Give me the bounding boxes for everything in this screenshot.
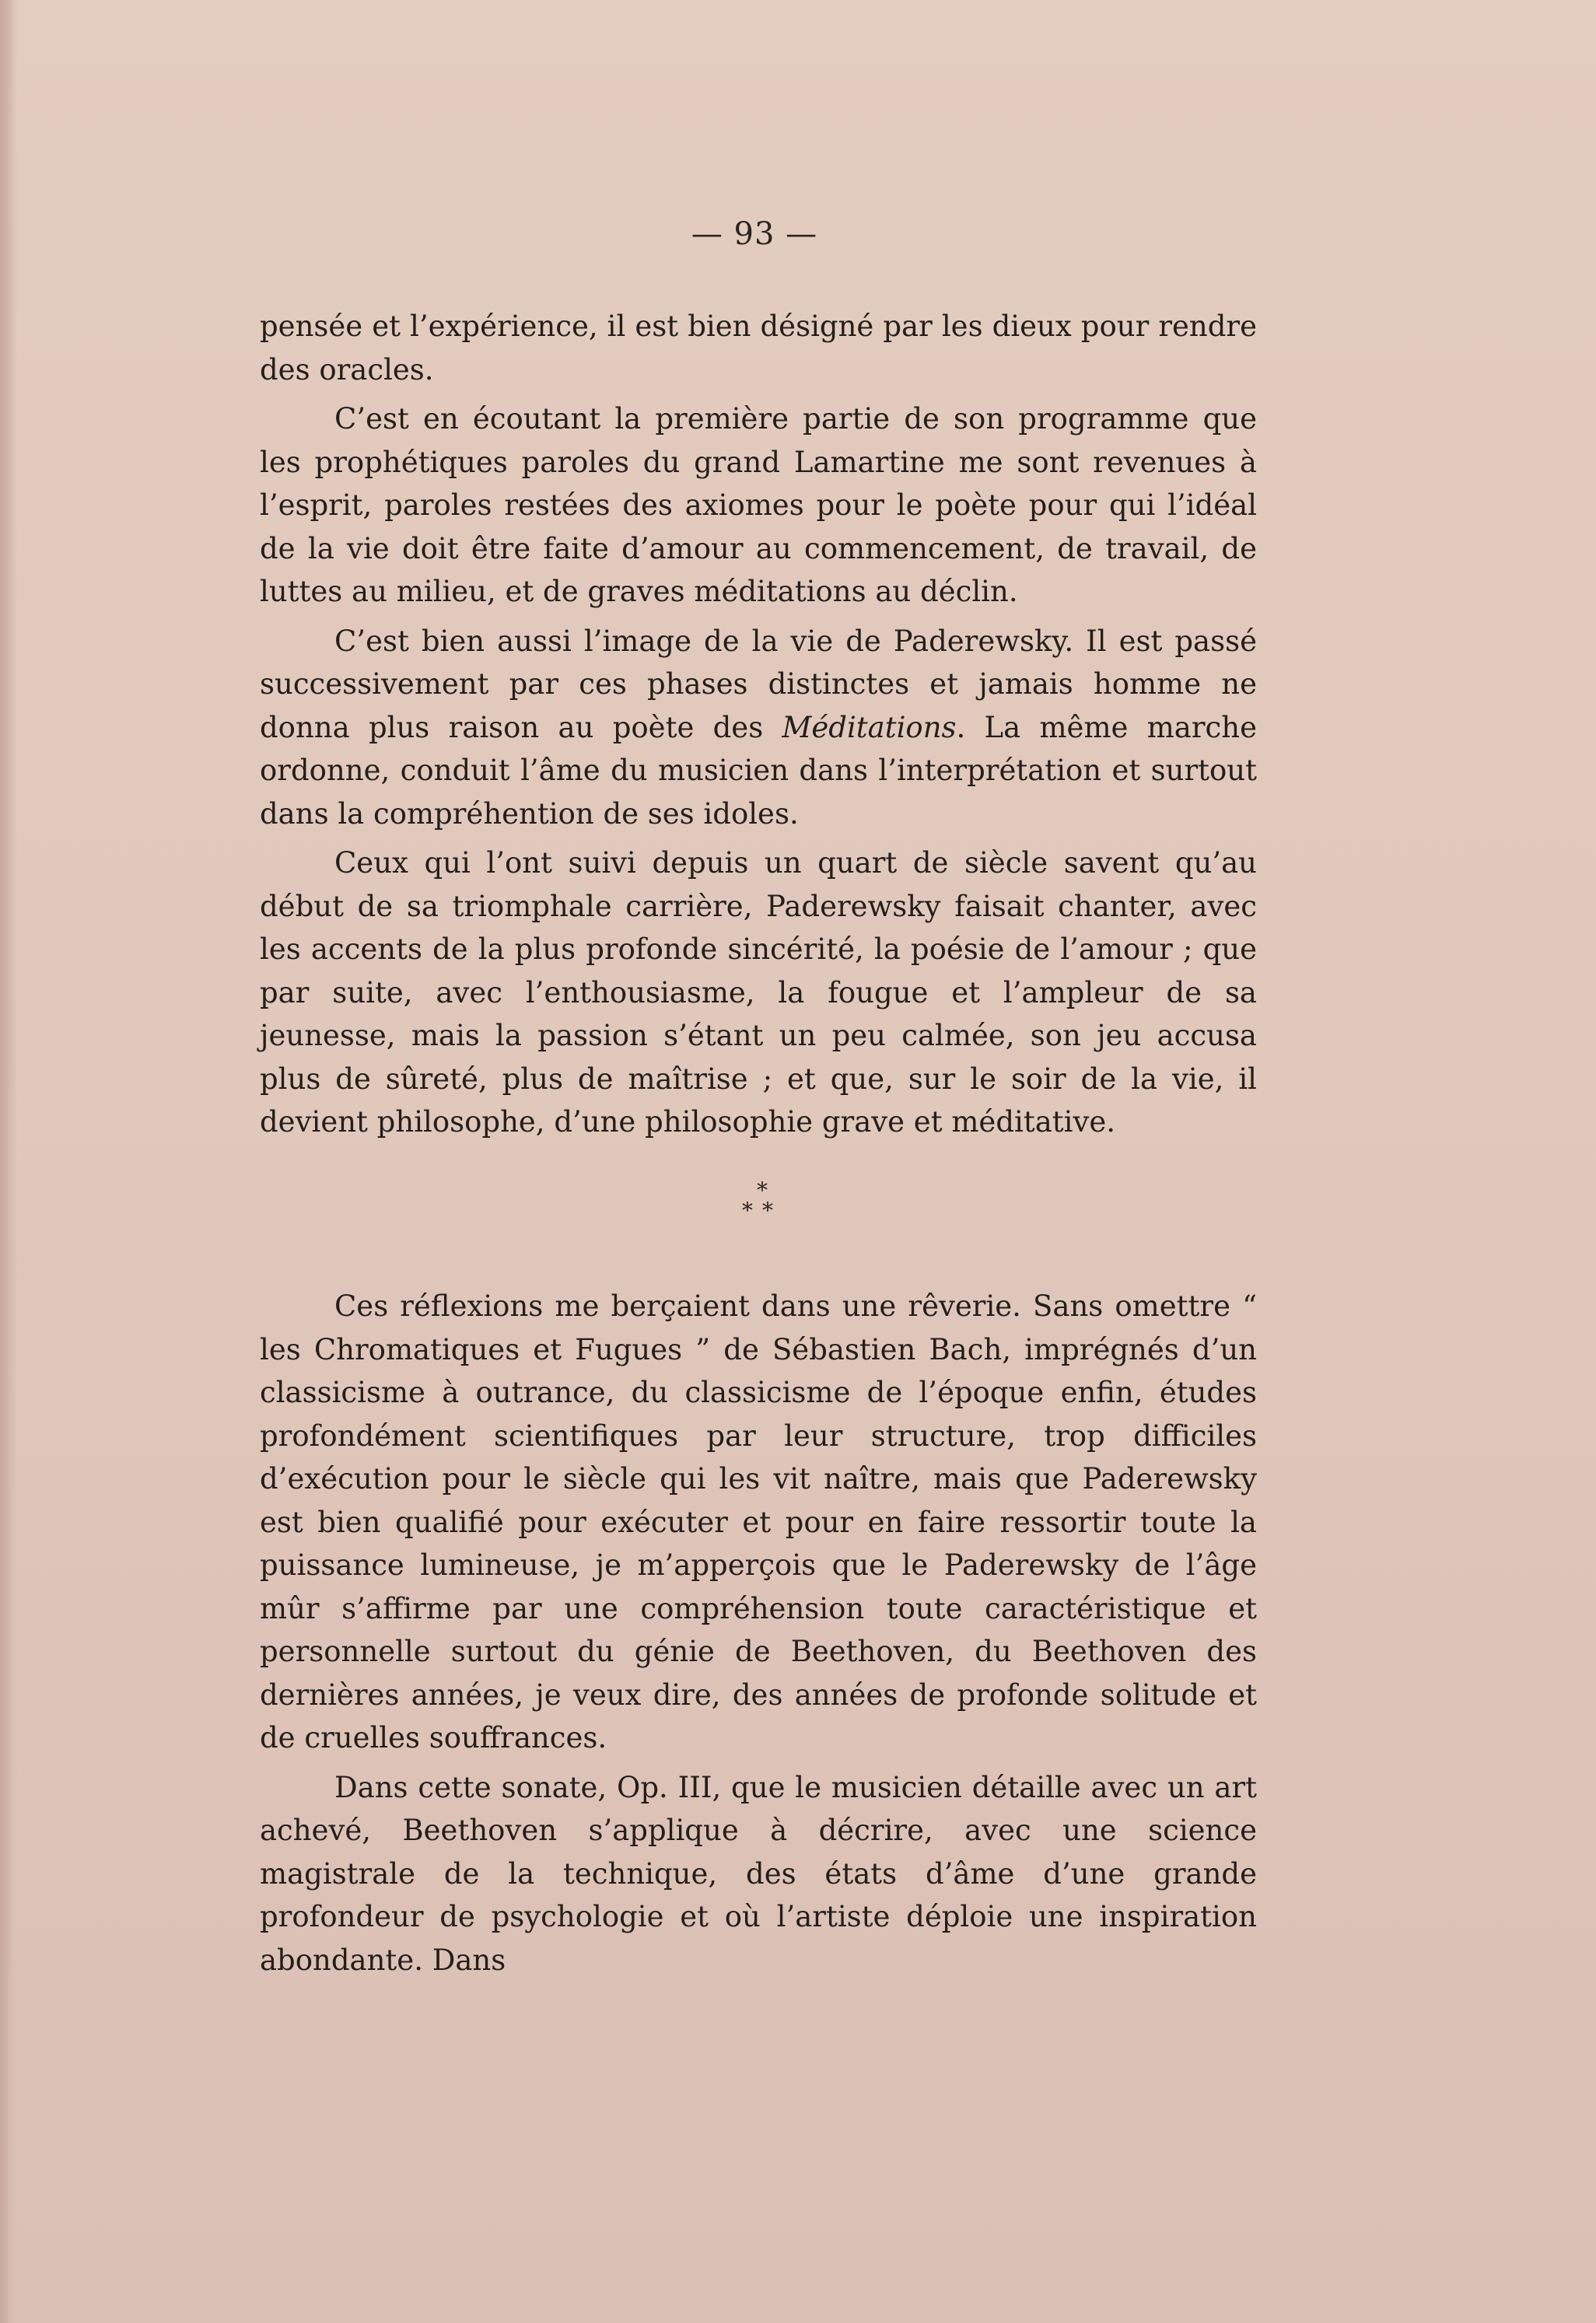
paragraph-reflexions: Ces réflexions me berçaient dans une rêverie. Sans omettre “ les Chromatiques et Fugues ” de Sébastien Bach, imprégnés d’un classicisme à outrance, du classicisme de l’époque enfin, études profondément scientifiques par leur structure, trop difficiles d’exécution pour le siècle qui les vit naître, mais que Paderewsky est bien qualifié pour exécuter et pour en faire ressortir toute la puissance lumineuse, je m’apperçois que le Paderewsky de l’âge mûr s’affirme par une compréhension toute caractéristique et personnelle surtout du génie de Beethoven, du Beethoven des dernières années, je veux dire, des années de profonde solitude et de cruelles souffrances. [260, 1289, 1257, 1754]
paragraph-image-of-life-end: . La même marche ordonne, conduit l’âme du musicien dans l’interprétation et surtout dans la compréhention de ses idoles. [260, 710, 1257, 831]
paragraph-sonata: Dans cette sonate, Op. III, que le musicien détaille avec un art achevé, Beethoven s’applique à décrire, avec une science magistrale de la technique, des états d’âme d’une grande profondeur de psychologie et où l’artiste déploie une inspiration abondante. Dans [260, 1770, 1257, 1977]
paragraph-lamartine: C’est en écoutant la première partie de son programme que les prophétiques paroles du grand Lamartine me sont revenues à l’esprit, paroles restées des axiomes pour le poète pour qui l’idéal de la vie doit être faite d’amour au commencement, de travail, de luttes au milieu, et de graves méditations au déclin. [260, 402, 1257, 608]
page-binding-edge [0, 0, 17, 2323]
paragraph-image-of-life-start: C’est bien aussi l’image de la vie de Paderewsky. Il est passé successivement par ces phases distinctes et jamais homme ne donna plus raison au poète des [260, 624, 1257, 744]
asterism-bottom-stars: ** [742, 1198, 782, 1223]
section-separator-asterism [731, 1177, 793, 1223]
page-number: — 93 — [691, 216, 818, 252]
asterism-top-star: * [757, 1177, 768, 1203]
text-section-2 [260, 1285, 1257, 1988]
paragraph-career: Ceux qui l’ont suivi depuis un quart de siècle savent qu’au début de sa triomphale carrière, Paderewsky faisait chanter, avec les accents de la plus profonde sincérité, la poésie de l’amour ; que par suite, avec l’enthousiasme, la fougue et l’ampleur de sa jeunesse, mais la passion s’étant un peu calmée, son jeu accusa plus de sûreté, plus de maîtrise ; et que, sur le soir de la vie, il devient philosophe, d’une philosophie grave et méditative. [260, 846, 1257, 1139]
text-section-1 [260, 305, 1257, 1150]
paragraph-continuation: pensée et l’expérience, il est bien désigné par les dieux pour rendre des oracles. [260, 310, 1257, 387]
meditations-title: Méditations [782, 710, 957, 744]
paragraph-image-of-life [260, 620, 1257, 836]
